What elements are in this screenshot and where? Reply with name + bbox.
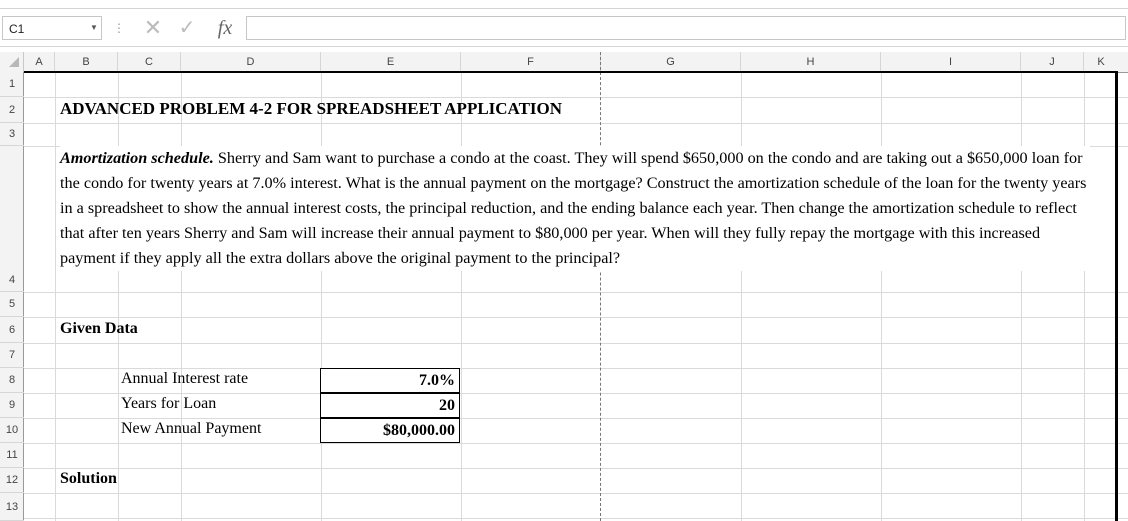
gridline	[741, 72, 742, 521]
gridline	[24, 317, 1128, 318]
problem-body: Sherry and Sam want to purchase a condo at the coast. They will spend $650,000 on the condo and are taking out a $650,000 loan for the condo for twenty years at 7.0% interest. What is the annual payment on the mortgage? Construct the amortization schedule of the loan for the twenty years in a spreadsheet to show the annual interest costs, the principal reduction, and the ending balance each year. Then change the amortization schedule to reflect that after ten years Sherry and Sam will increase their annual payment to $80,000 per year. When will they fully repay the mortgage with this increased payment if they apply all the extra dollars above the original payment to the principal?	[60, 149, 1087, 267]
gridline	[24, 493, 1128, 494]
gridline	[461, 72, 462, 521]
row-header-6[interactable]: 6	[0, 317, 24, 343]
problem-lead: Amortization schedule.	[60, 149, 214, 167]
print-area-border	[1115, 72, 1118, 521]
row-header-2[interactable]: 2	[0, 97, 24, 123]
row-header-1[interactable]: 1	[0, 72, 24, 97]
column-header-g[interactable]: G	[601, 52, 741, 72]
gridline	[24, 418, 1128, 419]
gridline	[1084, 72, 1085, 521]
column-header-i[interactable]: I	[881, 52, 1021, 72]
row-header-10[interactable]: 10	[0, 418, 24, 443]
column-header-a[interactable]: A	[24, 52, 55, 72]
row-header-9[interactable]: 9	[0, 393, 24, 418]
given-label-new-payment: New Annual Payment	[121, 420, 262, 437]
row-header-4[interactable]: 4	[0, 146, 24, 292]
row-header-11[interactable]: 11	[0, 443, 24, 468]
column-header-k[interactable]: K	[1097, 56, 1105, 68]
given-label-interest-rate: Annual Interest rate	[121, 370, 249, 387]
gridline	[24, 393, 1128, 394]
gridline	[24, 123, 1128, 124]
gridline	[24, 468, 1128, 469]
sheet-title: ADVANCED PROBLEM 4-2 FOR SPREADSHEET APPLICATION	[60, 99, 563, 118]
column-header-e[interactable]: E	[321, 52, 461, 72]
formula-bar-resize-handle[interactable]: ⋮	[113, 21, 125, 35]
page-break-line	[600, 52, 601, 521]
column-header-c[interactable]: C	[118, 52, 181, 72]
select-all-triangle-icon	[9, 57, 19, 67]
gridline	[181, 72, 182, 521]
row-header-5[interactable]: 5	[0, 292, 24, 317]
column-header-j[interactable]: J	[1021, 52, 1084, 72]
row-header-13[interactable]: 13	[0, 493, 24, 521]
gridline	[321, 72, 322, 521]
name-box-dropdown-icon[interactable]: ▼	[90, 23, 98, 32]
given-value-years[interactable]: 20	[320, 393, 460, 418]
gridline	[118, 72, 119, 521]
gridline	[24, 443, 1128, 444]
row-header-3[interactable]: 3	[0, 123, 24, 146]
column-header-f[interactable]: F	[461, 52, 601, 72]
given-value-new-payment[interactable]: $80,000.00	[320, 418, 460, 443]
gridline	[24, 368, 1128, 369]
row-header-12[interactable]: 12	[0, 468, 24, 493]
gridline	[24, 343, 1128, 344]
ribbon-strip	[0, 0, 1128, 9]
gridline	[55, 72, 56, 521]
enter-check-icon[interactable]: ✓	[178, 17, 196, 39]
cancel-icon[interactable]: ✕	[143, 15, 163, 40]
problem-statement	[60, 146, 1090, 271]
column-header-b[interactable]: B	[55, 52, 118, 72]
row-header-8[interactable]: 8	[0, 368, 24, 393]
given-value-interest-rate[interactable]: 7.0%	[320, 368, 460, 393]
solution-heading: Solution	[60, 470, 117, 487]
column-header-h[interactable]: H	[741, 52, 881, 72]
column-header-d[interactable]: D	[181, 52, 321, 72]
gridline	[24, 292, 1128, 293]
given-data-heading: Given Data	[60, 320, 138, 337]
name-box[interactable]: C1	[2, 16, 102, 40]
formula-input[interactable]	[246, 16, 1126, 40]
gridline	[24, 97, 1128, 98]
gridline	[1021, 72, 1022, 521]
print-area-border	[24, 71, 1118, 73]
given-label-years: Years for Loan	[121, 395, 217, 412]
insert-function-button[interactable]: fx	[217, 17, 233, 39]
gridline	[881, 72, 882, 521]
row-header-7[interactable]: 7	[0, 343, 24, 368]
gridline	[24, 518, 1128, 519]
